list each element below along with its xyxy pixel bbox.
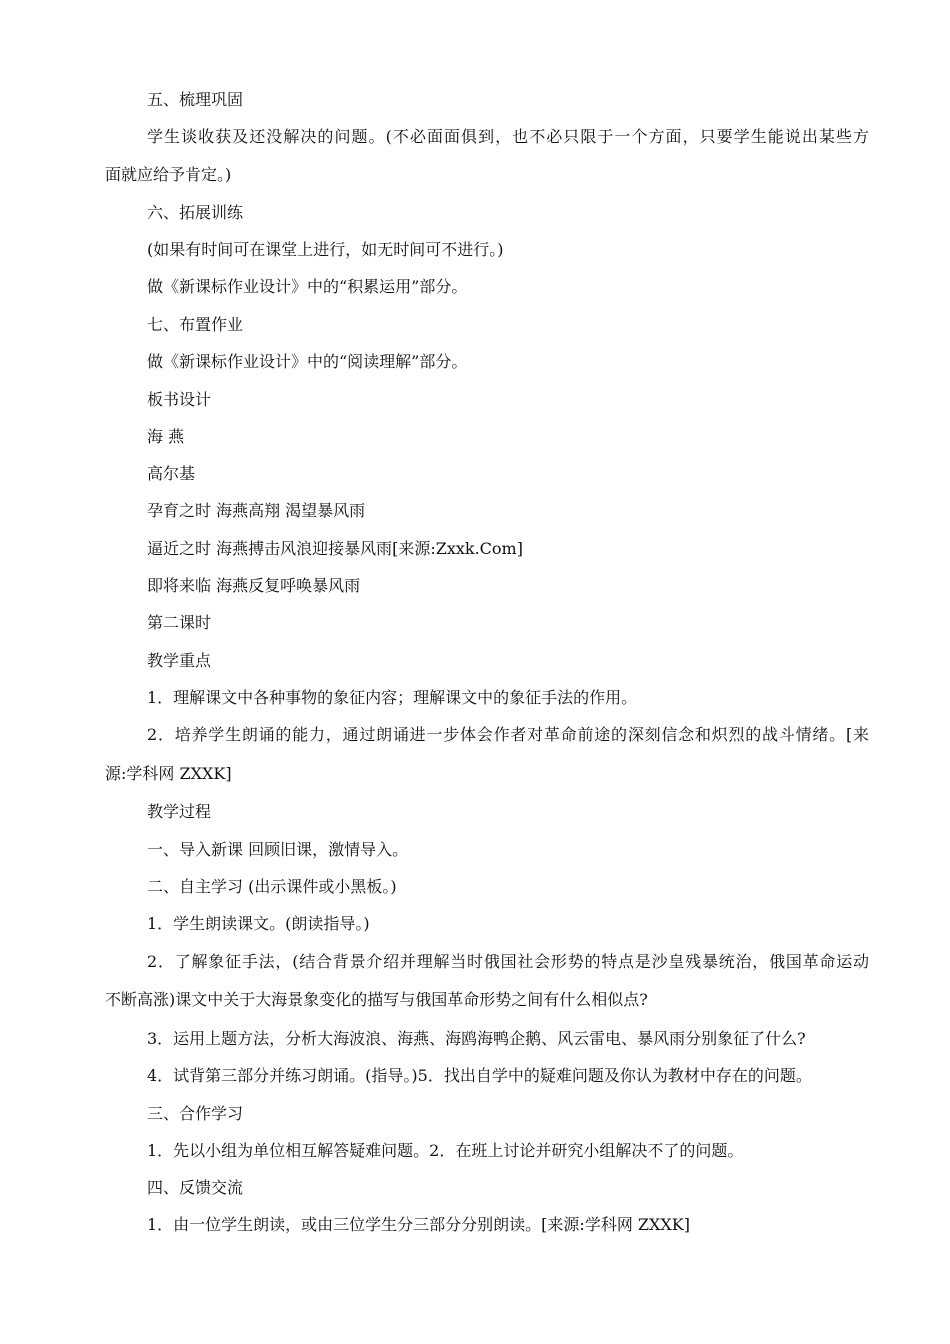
heading-teaching-process: 教学过程 [147,802,212,821]
heading-teaching-focus: 教学重点 [147,651,212,670]
paragraph-review-line1: 学生谈收获及还没解决的问题。(不必面面俱到，也不必只限于一个方面，只要学生能说出某些方 [147,127,869,146]
paragraph-review-line2: 面就应给予肯定。) [105,165,232,184]
paragraph-extension-task: 做《新课标作业设计》中的“积累运用”部分。 [147,277,468,296]
heading-homework: 七、布置作业 [147,315,244,334]
heading-review: 五、梳理巩固 [147,90,244,109]
process-step-2: 二、自主学习 (出示课件或小黑板。) [147,877,397,896]
self-study-item-1: 1．学生朗读课文。(朗读指导。) [147,914,370,933]
self-study-item-3: 3．运用上题方法，分析大海波浪、海燕、海鸥海鸭企鹅、风云雷电、暴风雨分别象征了什么? [147,1029,806,1048]
heading-cooperative-study: 三、合作学习 [147,1104,244,1123]
heading-extension: 六、拓展训练 [147,203,244,222]
process-step-1: 一、导入新课 回顾旧课，激情导入。 [147,840,409,859]
heading-second-lesson: 第二课时 [147,613,212,632]
self-study-item-2-line1: 2．了解象征手法，(结合背景介绍并理解当时俄国社会形势的特点是沙皇残暴统治，俄国革命运动 [147,952,869,971]
focus-item-1: 1．理解课文中各种事物的象征内容；理解课文中的象征手法的作用。 [147,688,638,707]
focus-item-2-line2: 源:学科网 ZXXK] [105,764,232,783]
board-row-1: 孕育之时 海燕高翔 渴望暴风雨 [147,501,366,520]
feedback-item-1: 1．由一位学生朗读，或由三位学生分三部分分别朗读。[来源:学科网 ZXXK] [147,1215,690,1234]
cooperative-items: 1．先以小组为单位相互解答疑难问题。2．在班上讨论并研究小组解决不了的问题。 [147,1141,744,1160]
self-study-item-2-line2: 不断高涨)课文中关于大海景象变化的描写与俄国革命形势之间有什么相似点? [105,990,648,1009]
board-row-2: 逼近之时 海燕搏击风浪迎接暴风雨[来源:Zxxk.Com] [147,539,523,558]
board-row-3: 即将来临 海燕反复呼唤暴风雨 [147,576,361,595]
heading-feedback: 四、反馈交流 [147,1178,244,1197]
focus-item-2-line1: 2．培养学生朗诵的能力，通过朗诵进一步体会作者对革命前途的深刻信念和炽烈的战斗情绪。[来 [147,725,869,744]
heading-board-design: 板书设计 [147,390,212,409]
board-title: 海 燕 [147,427,185,446]
paragraph-extension-note: (如果有时间可在课堂上进行，如无时间可不进行。) [147,240,504,259]
board-author: 高尔基 [147,464,196,483]
paragraph-homework-task: 做《新课标作业设计》中的“阅读理解”部分。 [147,352,468,371]
self-study-item-4-5: 4．试背第三部分并练习朗诵。(指导。)5．找出自学中的疑难问题及你认为教材中存在的问题。 [147,1066,812,1085]
